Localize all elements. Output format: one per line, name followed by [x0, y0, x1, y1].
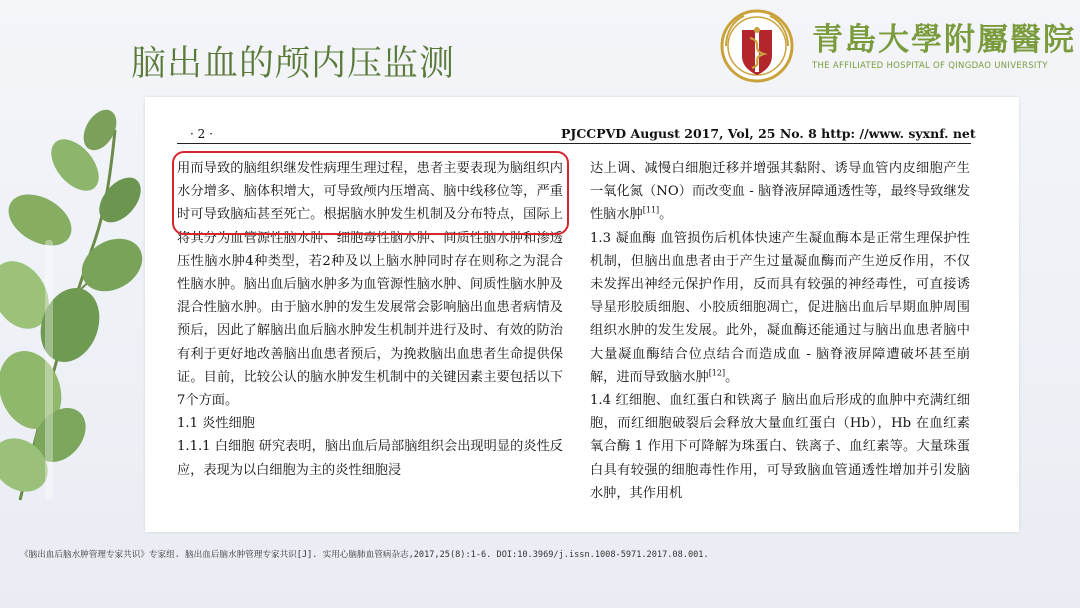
left-paragraph-1: 用而导致的脑组织继发性病理生理过程，患者主要表现为脑组织内水分增多、脑体积增大，可导致颅内压增高、脑中线移位等，严重时可导致脑疝甚至死亡。根据脑水肿发生机制及分布特点，国际上将其分为血管源性脑水肿、细胞毒性脑水肿、间质性脑水肿和渗透压性脑水肿4种类型，若2种及以上脑水肿同时存在则称之为混合性脑水肿。脑出血后脑水肿多为血管源性脑水肿、间质性脑水肿及混合性脑水肿。由于脑水肿的发生发展常会影响脑出血患者病情及预后，因此了解脑出血后脑水肿发生机制并进行及时、有效的防治有利于更好地改善脑出血患者预后，为挽救脑出血患者生命提供保证。目前，比较公认的脑水肿发生机制中的关键因素主要包括以下7个方面。	[177, 161, 563, 409]
citation-ref-12: [12]	[708, 368, 726, 378]
journal-header: PJCCPVD August 2017, Vol, 25 No. 8 http: //www. syxnf. net	[561, 126, 976, 141]
right-paragraph-2-text: 1.3 凝血酶 血管损伤后机体快速产生凝血酶本是正常生理保护性机制，但脑出血患者由于产生过量凝血酶而产生逆反作用，不仅未发挥出神经元保护作用，反而具有较强的神经毒性，可直接诱导星形胶质细胞、小胶质细胞凋亡，促进脑出血后早期血肿周围组织水肿的发生发展。此外，凝血酶还能通过与脑出血患者脑中大量凝血酶结合位点结合而造成血 - 脑脊液屏障遭破坏甚至崩解，进而导致脑水肿	[590, 230, 970, 385]
left-paragraph-2: 1.1.1 白细胞 研究表明，脑出血后局部脑组织会出现明显的炎性反应，表现为以白细胞为主的炎性细胞浸	[177, 439, 563, 478]
right-paragraph-1-end: 。	[659, 207, 673, 223]
hospital-brand	[812, 14, 1076, 71]
highlight-box	[172, 151, 569, 235]
right-column	[590, 157, 970, 505]
paper-page	[145, 97, 1019, 532]
slide-title: 脑出血的颅内压监测	[131, 44, 456, 84]
paper-header	[145, 97, 1019, 141]
plant-decoration-icon	[0, 90, 150, 510]
hospital-name-en: THE AFFILIATED HOSPITAL OF QINGDAO UNIVERSITY	[812, 61, 1048, 71]
page-number: · 2 ·	[190, 127, 213, 141]
right-paragraph-1-text: 达上调、减慢白细胞迁移并增强其黏附、诱导血管内皮细胞产生一氧化氮（NO）而改变血 - 脑脊液屏障通透性等，最终导致继发性脑水肿	[590, 161, 970, 223]
citation-ref-11: [11]	[642, 206, 660, 216]
hospital-name-cn: 青島大學附屬醫院	[812, 22, 1076, 58]
header-rule	[177, 143, 971, 144]
right-paragraph-2	[590, 227, 970, 389]
right-paragraph-1	[590, 157, 970, 227]
right-paragraph-3: 1.4 红细胞、血红蛋白和铁离子 脑出血后形成的血肿中充满红细胞，而红细胞破裂后会释放大量血红蛋白（Hb），Hb 在血红素氧合酶 1 作用下可降解为珠蛋白、铁离子、血红素等。大量珠蛋白具有较强的细胞毒性作用，可导致脑血管通透性增加并引发脑水肿，其作用机	[590, 393, 970, 501]
section-heading-1-1: 1.1 炎性细胞	[177, 416, 255, 432]
hospital-emblem-icon	[714, 8, 800, 84]
right-paragraph-2-end: 。	[725, 369, 739, 385]
citation-footer: 《脑出血后脑水肿管理专家共识》专家组. 脑出血后脑水肿管理专家共识[J]. 实用心脑肺血管病杂志,2017,25(8):1-6. DOI:10.3969/j.issn.1008-5971.2017.08.001.	[20, 550, 709, 560]
